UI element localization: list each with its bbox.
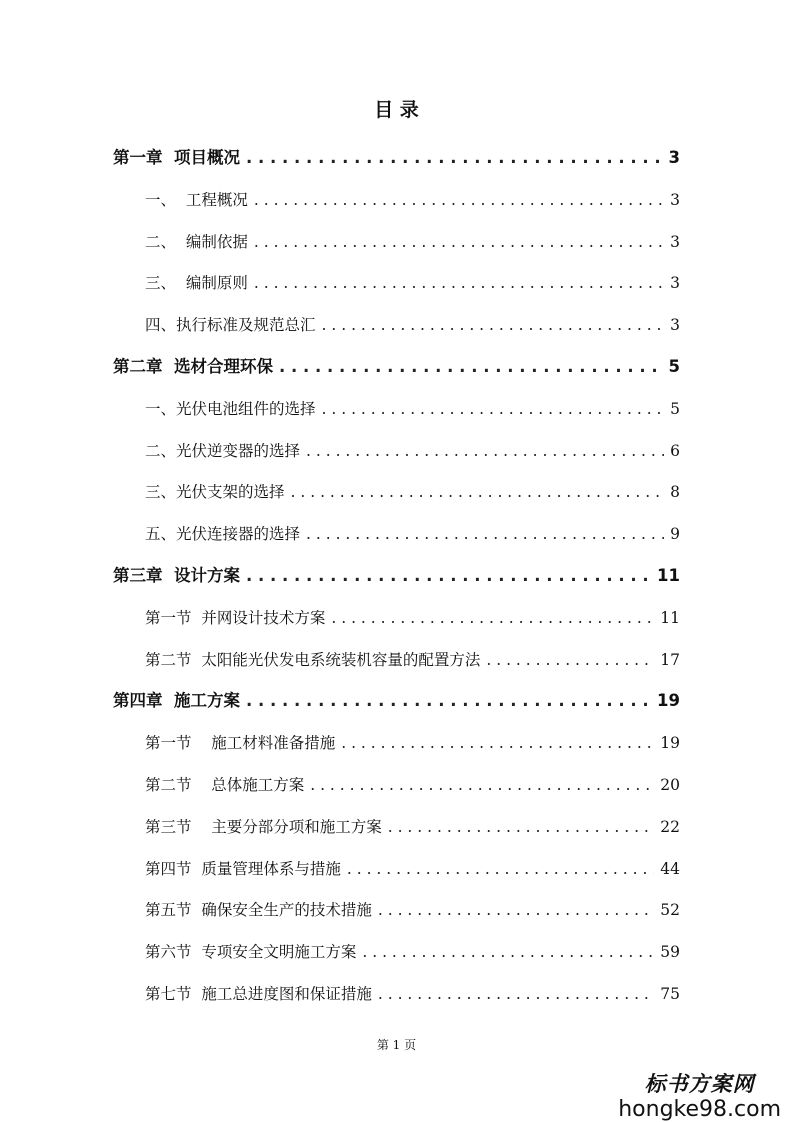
watermark-url: hongke98.com [618,1097,781,1122]
toc-page-number: 9 [670,525,680,543]
toc-chapter-entry[interactable] [113,689,680,713]
toc-dot-leader [322,397,664,421]
toc-entry-label: 一、光伏电池组件的选择 [145,400,316,418]
toc-page-number: 3 [670,316,680,334]
toc-entry-label: 第四节 质量管理体系与措施 [145,860,341,878]
toc-entry-label: 四、执行标准及规范总汇 [145,316,316,334]
toc-section-entry[interactable] [145,648,680,672]
toc-page-number: 44 [660,860,680,878]
toc-entry-label: 第二节 太阳能光伏发电系统装机容量的配置方法 [145,651,481,669]
toc-dot-leader [341,731,654,755]
toc-page-number: 20 [660,776,680,794]
watermark [618,1068,781,1122]
toc-entry-label: 二、光伏逆变器的选择 [145,442,301,460]
toc-section-entry[interactable] [145,313,680,337]
toc-chapter-entry[interactable] [113,146,680,170]
toc-dot-leader [388,815,655,839]
toc-section-entry[interactable] [145,773,680,797]
toc-page-number: 17 [660,651,680,669]
toc-page-number: 5 [668,357,680,376]
toc-page-number: 52 [660,901,680,919]
toc-entry-label: 第二章 选材合理环保 [113,357,273,376]
toc-entry-label: 第一章 项目概况 [113,148,240,167]
toc-dot-leader [378,898,654,922]
toc-page-number: 75 [660,985,680,1003]
toc-dot-leader [254,271,664,295]
page-footer: 第 1 页 [376,1038,417,1052]
toc-page-number: 3 [670,191,680,209]
toc-dot-leader [362,940,654,964]
toc-dot-leader [378,982,654,1006]
toc-section-entry[interactable] [145,522,680,546]
toc-section-entry[interactable] [145,815,680,839]
toc-dot-leader [310,773,654,797]
toc-section-entry[interactable] [145,857,680,881]
toc-section-entry[interactable] [145,271,680,295]
toc-entry-label: 第四章 施工方案 [113,691,240,710]
toc-entry-label: 第二节 总体施工方案 [145,776,305,794]
toc-entry-label: 第五节 确保安全生产的技术措施 [145,901,372,919]
toc-page-number: 19 [657,691,680,710]
toc-section-entry[interactable] [145,606,680,630]
toc-section-entry[interactable] [145,439,680,463]
toc-chapter-entry[interactable] [113,564,680,588]
toc-section-entry[interactable] [145,480,680,504]
toc-entry-label: 第三章 设计方案 [113,566,240,585]
toc-entry-label: 第一节 施工材料准备措施 [145,734,336,752]
toc-section-entry[interactable] [145,397,680,421]
toc-page-number: 19 [660,734,680,752]
toc-entry-label: 一、 工程概况 [145,191,248,209]
toc-entry-label: 第六节 专项安全文明施工方案 [145,943,357,961]
toc-dot-leader [306,522,664,546]
toc-dot-leader [246,564,651,588]
toc-page-number: 22 [660,818,680,836]
toc-section-entry[interactable] [145,731,680,755]
toc-dot-leader [246,146,663,170]
toc-page-number: 8 [670,483,680,501]
toc-section-entry[interactable] [145,188,680,212]
toc-entry-label: 五、光伏连接器的选择 [145,525,301,543]
toc-dot-leader [347,857,654,881]
toc-dot-leader [486,648,654,672]
toc-dot-leader [254,188,664,212]
toc-entry-label: 三、 编制原则 [145,274,248,292]
toc-entry-label: 二、 编制依据 [145,233,248,251]
toc-page-number: 11 [660,609,680,627]
toc-page-number: 3 [668,148,680,167]
toc-page-number: 6 [670,442,680,460]
toc-dot-leader [279,355,663,379]
toc-entry-label: 三、光伏支架的选择 [145,483,285,501]
toc-page-number: 3 [670,274,680,292]
toc-entry-label: 第七节 施工总进度图和保证措施 [145,985,372,1003]
toc-section-entry[interactable] [145,230,680,254]
toc-page-number: 59 [660,943,680,961]
toc-page-number: 5 [670,400,680,418]
toc-dot-leader [254,230,664,254]
toc-dot-leader [246,689,651,713]
toc-chapter-entry[interactable] [113,355,680,379]
toc-section-entry[interactable] [145,982,680,1006]
watermark-name: 标书方案网 [644,1071,755,1096]
toc-entry-label: 第三节 主要分部分项和施工方案 [145,818,382,836]
toc-section-entry[interactable] [145,898,680,922]
toc-dot-leader [331,606,654,630]
toc-dot-leader [291,480,664,504]
toc-section-entry[interactable] [145,940,680,964]
toc-dot-leader [306,439,664,463]
toc-page-number: 11 [657,566,680,585]
toc-entry-label: 第一节 并网设计技术方案 [145,609,326,627]
toc-dot-leader [322,313,664,337]
toc-page-number: 3 [670,233,680,251]
toc-title: 目 录 [374,99,419,121]
